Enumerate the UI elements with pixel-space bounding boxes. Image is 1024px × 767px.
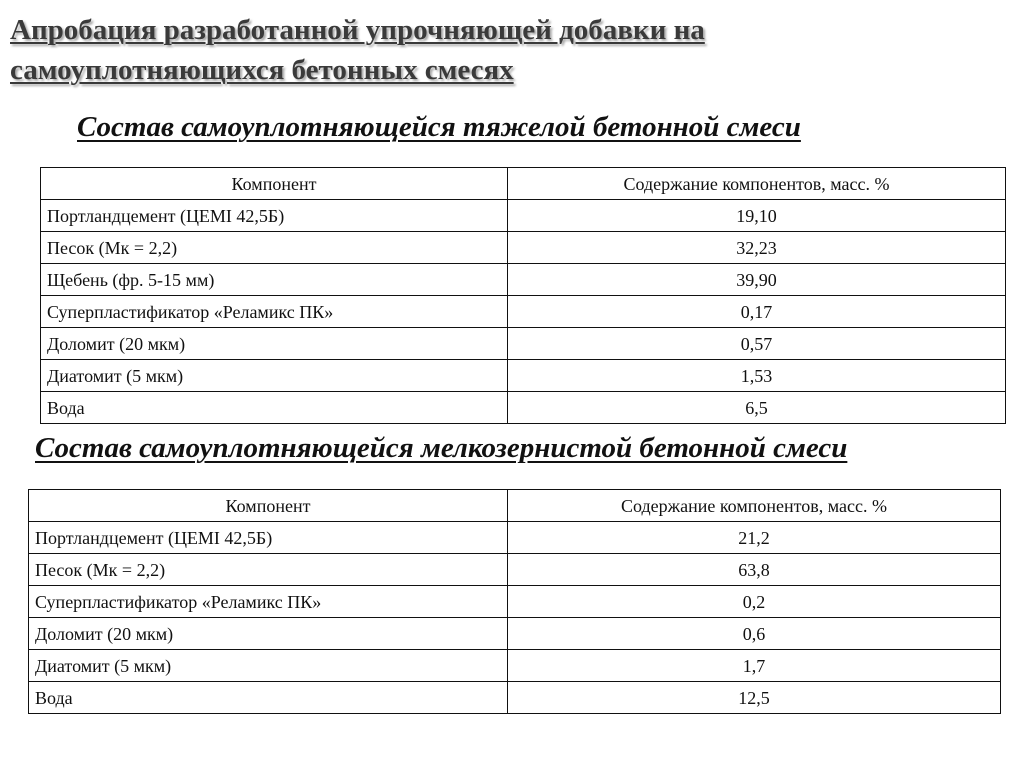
value-cell: 21,2 xyxy=(508,522,1001,554)
table-row xyxy=(41,264,1006,296)
table-row xyxy=(29,586,1001,618)
slide-title xyxy=(10,10,870,90)
table-row xyxy=(41,392,1006,424)
table-row xyxy=(29,522,1001,554)
table-row xyxy=(29,618,1001,650)
column-header-content: Содержание компонентов, масс. % xyxy=(508,168,1006,200)
value-cell: 1,7 xyxy=(508,650,1001,682)
component-cell: Доломит (20 мкм) xyxy=(29,618,508,650)
table-header-row xyxy=(41,168,1006,200)
fine-mix-table xyxy=(28,489,1001,714)
table-row xyxy=(29,554,1001,586)
component-cell: Доломит (20 мкм) xyxy=(41,328,508,360)
column-header-component: Компонент xyxy=(41,168,508,200)
component-cell: Песок (Мк = 2,2) xyxy=(29,554,508,586)
value-cell: 19,10 xyxy=(508,200,1006,232)
value-cell: 63,8 xyxy=(508,554,1001,586)
component-cell: Вода xyxy=(29,682,508,714)
value-cell: 39,90 xyxy=(508,264,1006,296)
component-cell: Песок (Мк = 2,2) xyxy=(41,232,508,264)
table-row xyxy=(29,682,1001,714)
component-cell: Суперпластификатор «Реламикс ПК» xyxy=(41,296,508,328)
component-cell: Диатомит (5 мкм) xyxy=(41,360,508,392)
table-row xyxy=(41,232,1006,264)
value-cell: 32,23 xyxy=(508,232,1006,264)
value-cell: 0,57 xyxy=(508,328,1006,360)
slide-title-line-1: Апробация разработанной упрочняющей добавки на xyxy=(10,14,705,46)
table-row xyxy=(41,296,1006,328)
table-row xyxy=(41,200,1006,232)
fine-mix-title: Состав самоуплотняющейся мелкозернистой бетонной смеси xyxy=(35,432,848,464)
component-cell: Вода xyxy=(41,392,508,424)
table-row xyxy=(29,650,1001,682)
component-cell: Диатомит (5 мкм) xyxy=(29,650,508,682)
value-cell: 0,2 xyxy=(508,586,1001,618)
heavy-mix-title: Состав самоуплотняющейся тяжелой бетонной смеси xyxy=(77,111,801,143)
value-cell: 0,17 xyxy=(508,296,1006,328)
value-cell: 1,53 xyxy=(508,360,1006,392)
value-cell: 0,6 xyxy=(508,618,1001,650)
column-header-content: Содержание компонентов, масс. % xyxy=(508,490,1001,522)
table-header-row xyxy=(29,490,1001,522)
component-cell: Суперпластификатор «Реламикс ПК» xyxy=(29,586,508,618)
component-cell: Портландцемент (ЦЕМI 42,5Б) xyxy=(41,200,508,232)
column-header-component: Компонент xyxy=(29,490,508,522)
component-cell: Щебень (фр. 5-15 мм) xyxy=(41,264,508,296)
table-row xyxy=(41,360,1006,392)
component-cell: Портландцемент (ЦЕМI 42,5Б) xyxy=(29,522,508,554)
table-row xyxy=(41,328,1006,360)
heavy-mix-table xyxy=(40,167,1006,424)
value-cell: 6,5 xyxy=(508,392,1006,424)
value-cell: 12,5 xyxy=(508,682,1001,714)
slide-title-line-2: самоуплотняющихся бетонных смесях xyxy=(10,54,514,86)
